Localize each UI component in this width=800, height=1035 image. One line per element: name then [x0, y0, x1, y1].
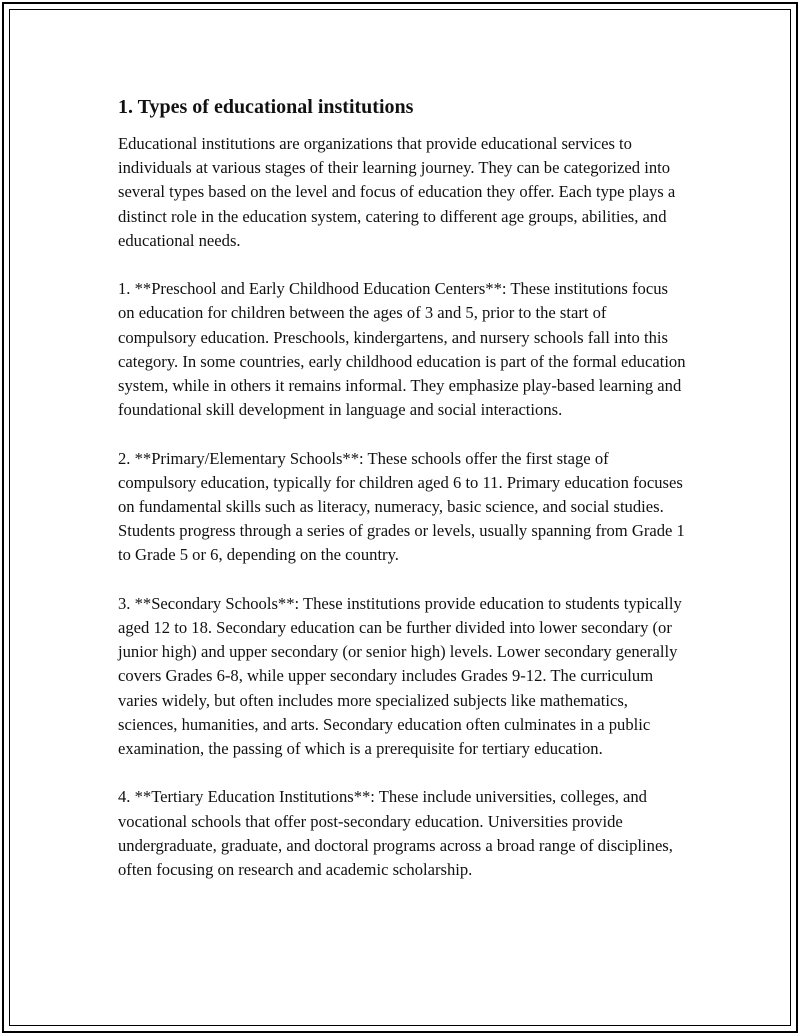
intro-paragraph: Educational institutions are organizations that provide educational services to individuals at various stages of their learning journey. They can be categorized into several types based on the level and focus of education they offer. Each type plays a distinct role in the education system, catering to different age groups, abilities, and educational needs. [118, 134, 676, 250]
document-body [118, 94, 688, 906]
preschool-paragraph: 1. **Preschool and Early Childhood Education Centers**: These institutions focus on education for children between the ages of 3 and 5, prior to the start of compulsory education. Preschools, kindergartens, and nursery schools fall into this category. In some countries, early childhood education is part of the formal education system, while in others it remains informal. They emphasize play-based learning and foundational skill development in language and social interactions. [118, 279, 686, 420]
section-heading: 1. Types of educational institutions [118, 96, 414, 118]
tertiary-institutions-paragraph: 4. **Tertiary Education Institutions**: These include universities, colleges, and vocational schools that offer post-secondary education. Universities provide undergraduate, graduate, and doctoral programs across a broad range of disciplines, often focusing on research and academic scholarship. [118, 787, 673, 880]
primary-schools-paragraph: 2. **Primary/Elementary Schools**: These schools offer the first stage of compulsory education, typically for children aged 6 to 11. Primary education focuses on fundamental skills such as literacy, numeracy, basic science, and social studies. Students progress through a series of grades or levels, usually spanning from Grade 1 to Grade 5 or 6, depending on the country. [118, 448, 685, 565]
secondary-schools-paragraph: 3. **Secondary Schools**: These institutions provide education to students typically aged 12 to 18. Secondary education can be further divided into lower secondary (or junior high) and upper secondary (or senior high) levels. Lower secondary generally covers Grades 6-8, while upper secondary includes Grades 9-12. The curriculum varies widely, but often includes more specialized subjects like mathematics, sciences, humanities, and arts. Secondary education often culminates in a public examination, the passing of which is a prerequisite for tertiary education. [118, 593, 682, 759]
